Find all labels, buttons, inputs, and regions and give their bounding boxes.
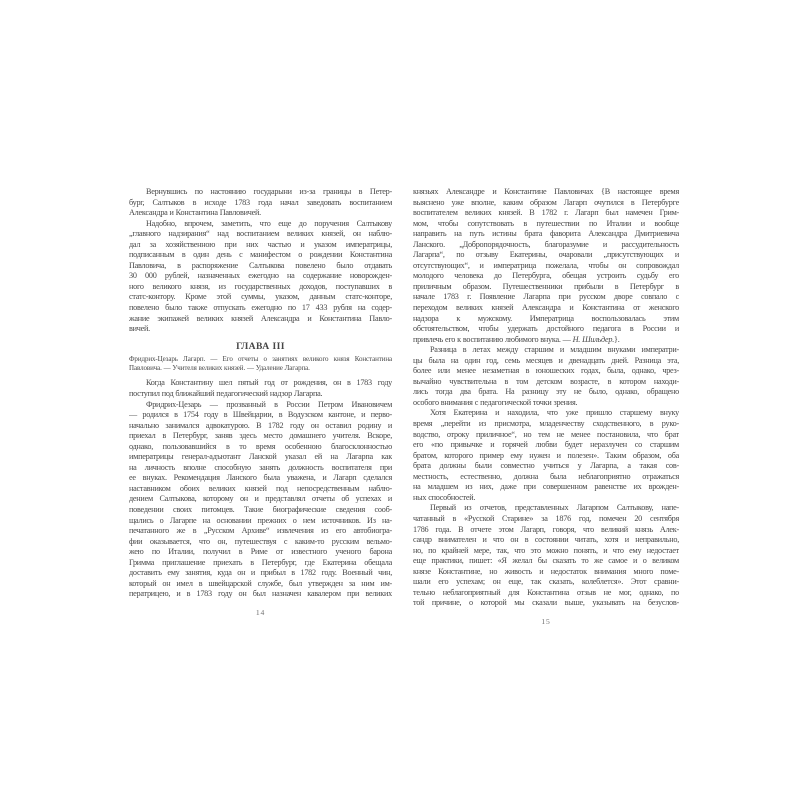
text-line: фии оказывается, что он, путешествуя с каким-то русским вельмо-	[129, 536, 392, 546]
text-line: поступил под ближайший педагогический надзор Лагарпа.	[129, 388, 323, 398]
paragraph	[413, 503, 679, 608]
text-line: шали его успехам; он еще, так сказать, колеблется». Этот сравни-	[413, 577, 679, 587]
text-line: направить на путь истины брата фаворита Александра Дмитриевича	[413, 229, 679, 239]
text-line: переходом великих князей Александра и Константина от женского	[413, 303, 679, 313]
text-line: — родился в 1754 году в Швейцарии, в Водузском кантоне, и перво-	[129, 410, 392, 420]
page-number: 15	[541, 616, 551, 626]
text-line: лись тогда два брата. На разницу эту не было, однако, обращено	[413, 387, 679, 397]
text-line: воспитателем великих князей. В 1782 г. Лагарп был намечен Грим-	[413, 208, 679, 218]
text-line: еще практики, пишет: «Я желал бы сказать то же самое и о великом	[413, 556, 679, 566]
text-line: Хотя Екатерина и находила, что уже пришло старшему внуку	[430, 408, 679, 418]
text-line: но, по крайней мере, так, что это можно понять, и что ему недостает	[413, 545, 679, 555]
text-line: дением Салтыкова, которому он и представлял отчеты об успехах и	[129, 494, 392, 504]
text-line: особого внимания с педагогической точки зрения.	[413, 397, 578, 407]
text-line: щались о Лагарпе на основании прежних о нем источников. Из на-	[129, 515, 392, 525]
text-line: поведении своих питомцев. Такие биографические сведения сооб-	[129, 505, 392, 514]
text-line: время „перейти из присмотра, младенчеству сходственного, в руко-	[413, 419, 679, 429]
book-page-left	[129, 187, 392, 618]
text-line: печатанного же в „Русском Архиве“ извлечения из его автобиогра-	[129, 526, 392, 536]
text-line: доставить ему занятия, куда он и прибыл в 1782 году. Военный чин,	[129, 568, 392, 578]
paragraph	[413, 345, 679, 408]
paragraph	[129, 219, 392, 335]
text-line: бург, Салтыков в исходе 1783 года начал заведовать воспитанием	[129, 197, 392, 207]
text-line: подписанным в один день с манифестом о рождении Константина	[129, 250, 392, 260]
text-line: однако, пользовавшийся в то время особенною благосклонностью	[129, 441, 392, 451]
text-line: приехал в Петербург, заняв здесь место домашнего учителя. Вскоре,	[129, 431, 392, 441]
text-line: приличным образом. Путешественники прибыли в Петербург в	[413, 281, 679, 291]
text-line: братом, которого пример ему нужен и полезен». Таким образом, оба	[413, 450, 679, 460]
page-text	[413, 187, 679, 609]
text-line: Фридрих-Цезарь — прозванный в России Петром Ивановичем	[146, 399, 392, 409]
paragraph	[129, 400, 392, 600]
text-line: выяснено уже вполне, каким образом Лагарп очутился в Петербурге	[413, 197, 679, 207]
page-number: 14	[255, 607, 266, 617]
text-line: более или менее незаметная в юношеских годах, была, однако, чрез-	[413, 366, 679, 376]
text-line: Когда Константину шел пятый год от рождения, он в 1783 году	[146, 378, 392, 388]
text-line: жею по Италии, получил в Риме от известного ученого барона	[129, 547, 392, 557]
text-line: Вернувшись по настоянию государыни из-за границы в Петер-	[146, 187, 392, 196]
text-line: Александра и Константина Павловичей.	[129, 208, 261, 218]
text-line: вычайно чувствительна в том детском возрасте, в котором находи-	[413, 376, 679, 386]
text-line: „главного надзирания“ над воспитанием великих князей, он наблю-	[129, 229, 392, 239]
text-line: князе Константине, но живость и недостаток внимания много поме-	[413, 566, 679, 576]
paragraph	[413, 408, 679, 503]
text-line: привлечь его к воспитанию любимого внука. — Н. Шильдер.}.	[413, 334, 620, 344]
text-line: начально занимался адвокатурою. В 1782 году он оставил родину и	[129, 420, 392, 430]
text-line: который он имел в швейцарской службе, был утвержден за ним им-	[129, 578, 392, 588]
text-line: Гримма приглашение приехать в Петербург, где Екатерина обещала	[129, 557, 392, 567]
text-line: 30 000 рублей, назначенных ежегодно на содержание новорожден-	[129, 271, 392, 281]
text-line: Первый из отчетов, представленных Лагарпом Салтыкову, напе-	[430, 503, 679, 513]
text-line: Надобно, впрочем, заметить, что еще до поручения Салтыкову	[146, 218, 392, 228]
text-line: на личность вполне способную занять должность воспитателя при	[129, 462, 392, 472]
text-line: брата должны были совместно учиться у Лагарпа, а такая сов-	[413, 461, 679, 471]
text-line: Ланского. „Добропорядочность, благоразумие и рассудительность	[413, 239, 679, 249]
text-line: местность, естественно, должна была неблагоприятно отражаться	[413, 471, 679, 481]
text-line: вичей.	[129, 324, 150, 334]
text-line: повелено было также отпускать ежегодно по 17 433 рубля на содер-	[129, 303, 392, 313]
text-line: 1786 года. В отчете этом Лагарп, говоря, что великий князь Алек-	[413, 524, 679, 534]
text-line: цы была на один год, семь месяцев и двенадцать дней. Разница эта,	[413, 355, 679, 365]
text-line: начале 1783 г. Появление Лагарпа при русском дворе совпало с	[413, 292, 679, 302]
text-line: молодого человека до Петербурга, обещая устроить судьбу его	[413, 271, 679, 281]
text-line: Павловича. — Учителя великих князей. — Удаление Лагарпа.	[129, 364, 310, 373]
text-line: той причине, о которой мы сказали выше, указывать на безуслов-	[413, 598, 679, 608]
text-line: императрицы генерал-адъютант Ланской указал ей на Лагарпа как	[129, 452, 392, 462]
text-line: ее внуках. Рекомендация Ланского была уважена, и Лагарп сделался	[129, 473, 392, 483]
text-line: ператрицею, и в 1783 году он был назначен кавалером при великих	[129, 589, 392, 599]
paragraph	[129, 187, 392, 219]
text-line: его «по привычке и горячей любви будет неразлучен со старшим	[413, 440, 679, 450]
text-line: Павловича, в распоряжение Салтыкова повелено было отдавать	[129, 260, 392, 270]
text-line: обстоятельством, чтобы удержать достойного педагога в России и	[413, 324, 679, 334]
chapter-heading: ГЛАВА III	[236, 340, 285, 352]
text-line: на младшем из них, даже при совершенном равенстве их врожден-	[413, 482, 679, 492]
text-line: мом, чтобы сопутствовать в путешествии по Италии и вообще	[413, 218, 679, 228]
text-line: наставником обоих великих князей под непосредственным наблю-	[129, 483, 392, 493]
text-line: тельно неблагоприятный для Константина отзыв не мог, однако, по	[413, 587, 679, 597]
text-line: сандр внимателен и что он в состоянии читать, хотя и неправильно,	[413, 535, 679, 545]
paragraph	[413, 187, 679, 345]
text-line: Лагарпа“, по отзыву Екатерины, очаровали „присутствующих и	[413, 250, 679, 260]
book-page-right	[413, 187, 679, 627]
text-line: чатанный в «Русской Старине» за 1876 год, помечен 20 сентября	[413, 513, 679, 523]
text-line: статс-контору. Кроме этой суммы, указом, данным статс-конторе,	[129, 292, 392, 302]
text-line: жание экипажей великих князей Александра и Константина Павло-	[129, 313, 392, 323]
text-line: дал за хозяйственною при них частью и указом императрицы,	[129, 239, 392, 249]
text-line: надзора к мужскому. Императрица воспользовалась этим	[413, 313, 679, 323]
paragraph	[129, 378, 392, 399]
text-line: водство, отроку приличное“, но тем не менее постановила, что брат	[413, 429, 679, 439]
text-line: Разница в летах между старшим и младшим внуками императри-	[430, 345, 679, 355]
page-text	[129, 187, 392, 600]
text-line: князьях Александре и Константине Павловичах {В настоящее время	[413, 187, 679, 196]
text-line: ных способностей.	[413, 492, 476, 502]
chapter-subtitle	[129, 355, 392, 374]
italic-text: Н. Шильдер.	[572, 334, 615, 344]
text-line: ного великого князя, из государственных доходов, поступавших в	[129, 281, 392, 291]
text-line: отсутствующих“, и императрица пожелала, чтобы он сопровождал	[413, 260, 679, 270]
text-line: Фридрих-Цезарь Лагарп. — Его отчеты о занятиях великого князя Константина	[129, 354, 392, 363]
